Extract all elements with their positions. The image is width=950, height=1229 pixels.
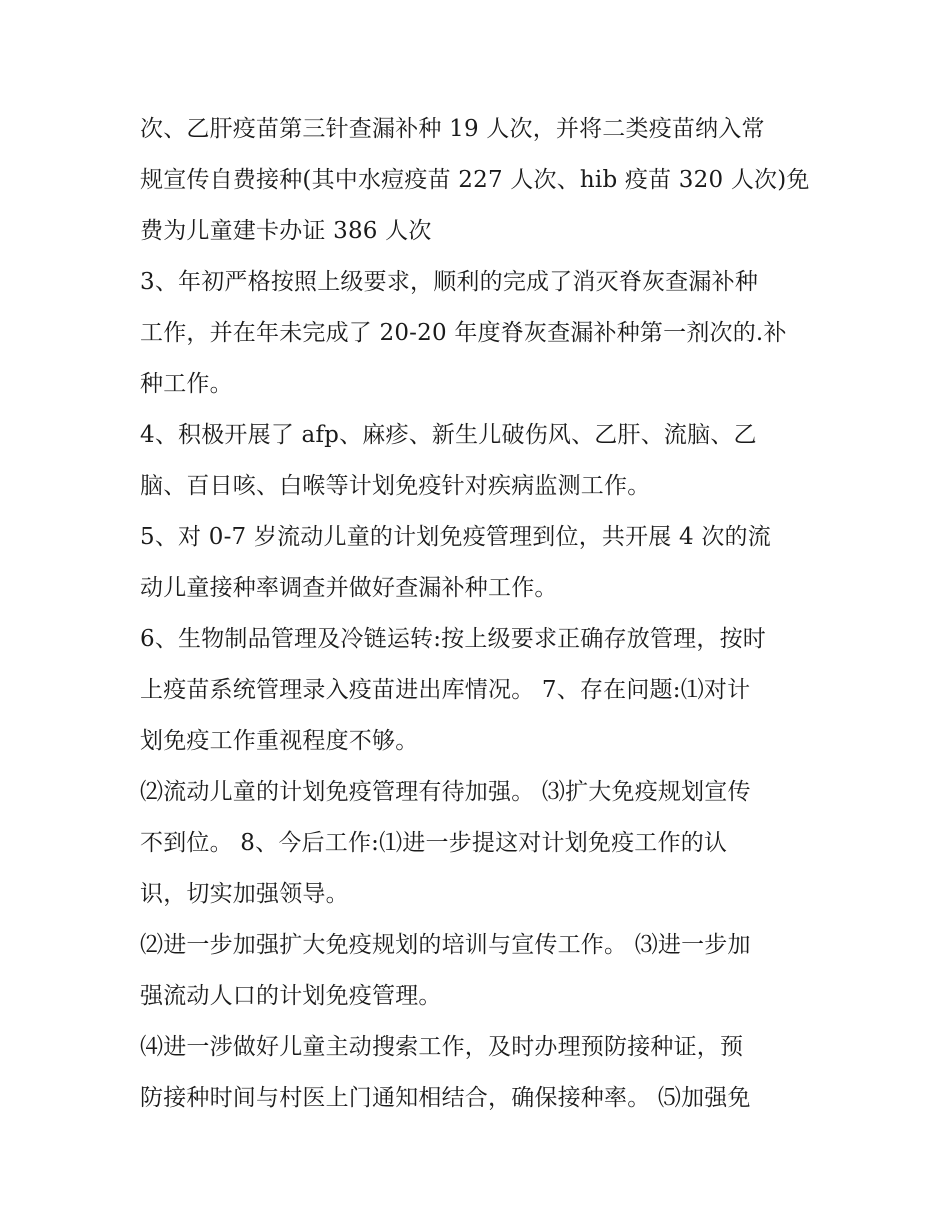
text-line: 规宣传自费接种(其中水痘疫苗 227 人次、hib 疫苗 320 人次)免 bbox=[140, 167, 810, 193]
text-line: 次、乙肝疫苗第三针查漏补种 19 人次，并将二类疫苗纳入常 bbox=[140, 116, 765, 142]
text-line: 脑、百日咳、白喉等计划免疫针对疾病监测工作。 bbox=[140, 473, 651, 499]
text-line: 种工作。 bbox=[140, 371, 233, 397]
text-line: 6、生物制品管理及冷链运转:按上级要求正确存放管理，按时 bbox=[140, 626, 766, 652]
document-body bbox=[140, 104, 815, 1124]
text-line: 5、对 0-7 岁流动儿童的计划免疫管理到位，共开展 4 次的流 bbox=[140, 524, 771, 550]
text-line: 工作，并在年未完成了 20-20 年度脊灰查漏补种第一剂次的.补 bbox=[140, 320, 787, 346]
text-line: 划免疫工作重视程度不够。 bbox=[140, 728, 419, 754]
text-line: 上疫苗系统管理录入疫苗进出库情况。 7、存在问题:⑴对计 bbox=[140, 677, 751, 703]
text-line: ⑵进一步加强扩大免疫规划的培训与宣传工作。 ⑶进一步加 bbox=[140, 932, 751, 958]
text-line: 强流动人口的计划免疫管理。 bbox=[140, 983, 442, 1009]
text-line: 4、积极开展了 afp、麻疹、新生儿破伤风、乙肝、流脑、乙 bbox=[140, 422, 757, 448]
text-line: 防接种时间与村医上门通知相结合，确保接种率。 ⑸加强免 bbox=[140, 1085, 751, 1111]
text-line: ⑷进一涉做好儿童主动搜索工作，及时办理预防接种证，预 bbox=[140, 1034, 744, 1060]
text-line: ⑵流动儿童的计划免疫管理有待加强。 ⑶扩大免疫规划宣传 bbox=[140, 779, 751, 805]
text-line: 3、年初严格按照上级要求，顺利的完成了消灭脊灰查漏补种 bbox=[140, 269, 759, 295]
text-line: 动儿童接种率调查并做好查漏补种工作。 bbox=[140, 575, 558, 601]
text-line: 费为儿童建卡办证 386 人次 bbox=[140, 218, 432, 244]
text-line: 不到位。 8、今后工作:⑴进一步提这对计划免疫工作的认 bbox=[140, 830, 728, 856]
text-line: 识，切实加强领导。 bbox=[140, 881, 349, 907]
